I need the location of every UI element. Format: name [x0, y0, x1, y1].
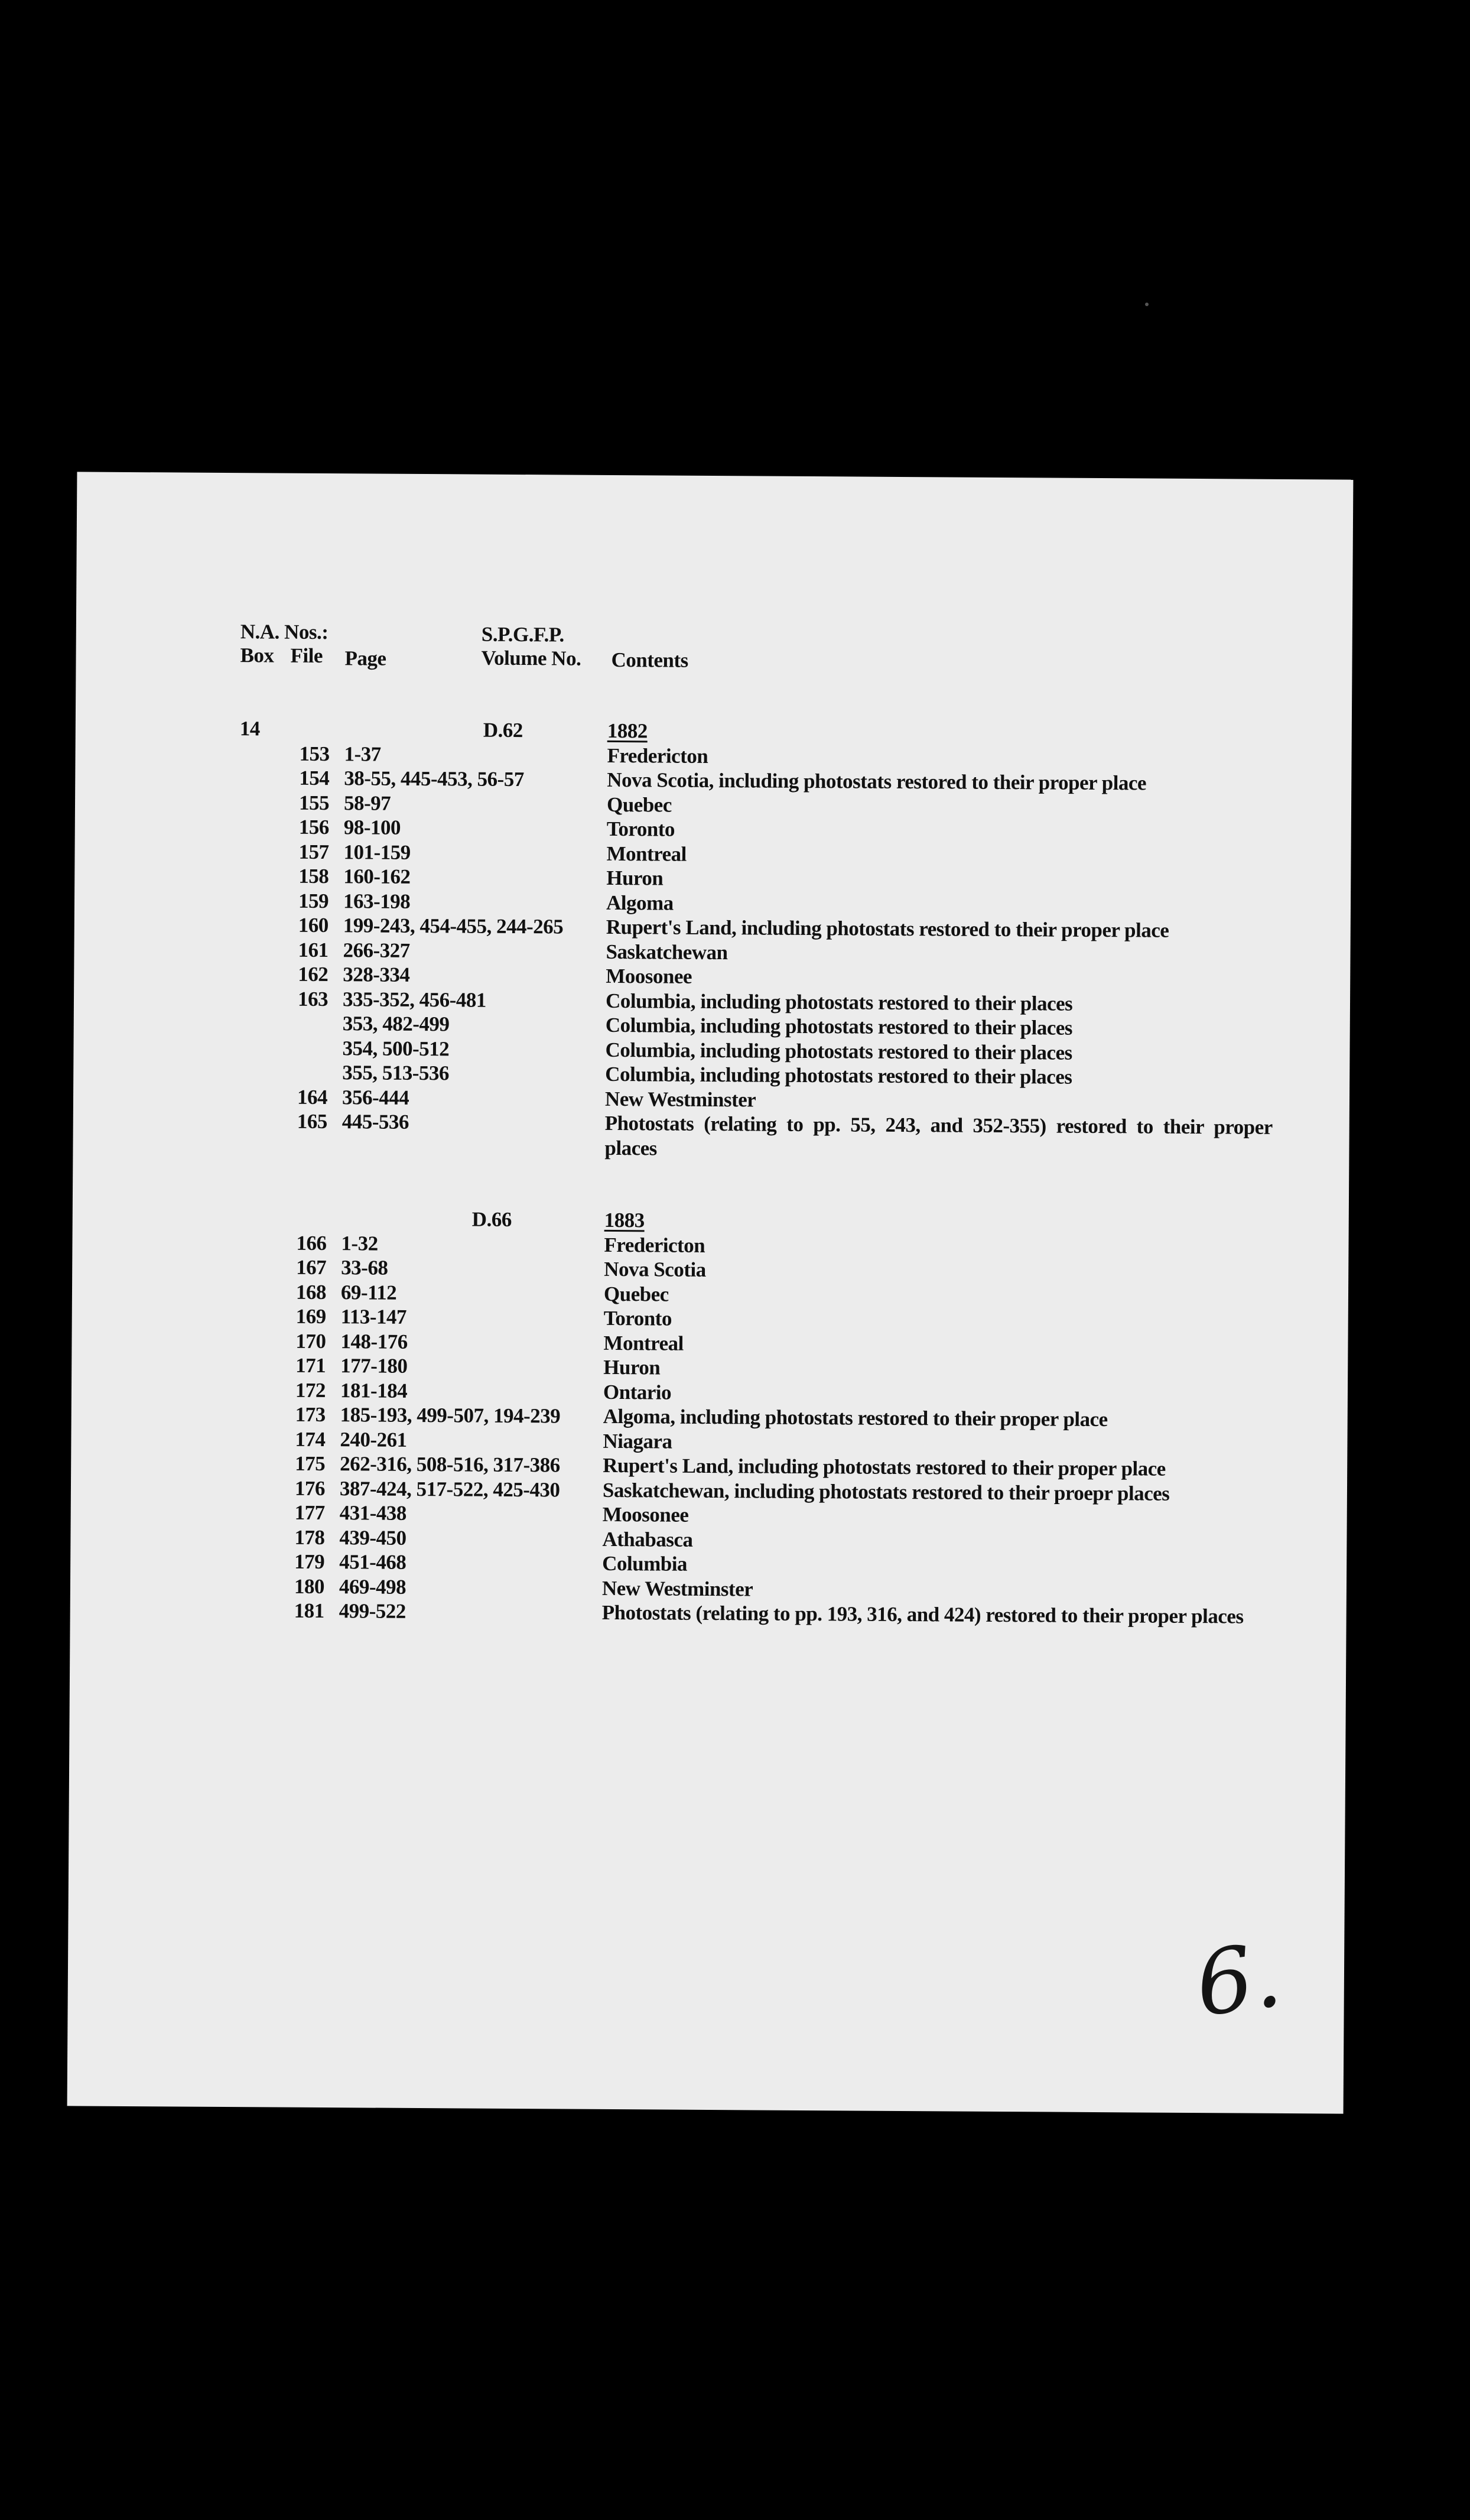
year-heading: 1882: [607, 719, 648, 743]
page-range: 240-261: [340, 1427, 407, 1451]
contents-text: Athabasca: [602, 1527, 693, 1551]
contents-text: Columbia: [602, 1551, 688, 1576]
header-contents: Contents: [611, 648, 688, 672]
file-number: 153: [299, 742, 330, 765]
header-box: Box: [240, 644, 274, 667]
page-range: 163-198: [343, 889, 411, 913]
page-range: 451-468: [339, 1550, 406, 1574]
volume-number: D.66: [471, 1207, 512, 1231]
table-row: [73, 1108, 1349, 1164]
contents-text: Montreal: [606, 842, 687, 866]
file-number: 180: [294, 1574, 325, 1598]
file-number: 167: [296, 1255, 327, 1280]
contents-text: New Westminster: [604, 1087, 756, 1111]
year-heading: 1883: [604, 1208, 645, 1232]
file-number: 179: [294, 1550, 325, 1574]
file-number: 156: [298, 815, 329, 839]
section-1883: [70, 1204, 1349, 1654]
document-content: [67, 472, 1354, 2113]
file-number: 158: [298, 864, 329, 888]
file-number: 160: [298, 913, 329, 937]
contents-text: Columbia, including photostats restored to their places: [605, 1062, 1072, 1089]
page-range: 335-352, 456-481: [342, 987, 486, 1012]
page-range: 387-424, 517-522, 425-430: [339, 1476, 560, 1501]
page-range: 58-97: [343, 791, 391, 815]
page-range: 469-498: [339, 1574, 406, 1599]
contents-text: Saskatchewan, including photostats restored to their proepr places: [602, 1478, 1170, 1505]
page-range: 160-162: [343, 865, 411, 888]
contents-text: Photostats (relating to pp. 55, 243, and 352-355) restored to their proper places: [604, 1111, 1273, 1160]
box-number: 14: [239, 717, 260, 741]
page-range: 445-536: [342, 1110, 409, 1134]
file-number: 169: [295, 1304, 326, 1329]
contents-text: Rupert's Land, including photostats restored to their proper place: [603, 1453, 1166, 1480]
page-range: 98-100: [343, 816, 401, 839]
volume-number: D.62: [483, 718, 523, 742]
contents-text: Algoma, including photostats restored to their proper place: [603, 1404, 1108, 1431]
file-number: 170: [295, 1329, 326, 1353]
page-range: 113-147: [340, 1305, 407, 1329]
file-number: 175: [295, 1451, 326, 1476]
contents-text: Columbia, including photostats restored to their places: [605, 989, 1073, 1015]
contents-text: Fredericton: [604, 1233, 705, 1257]
page-range: 181-184: [340, 1378, 408, 1402]
page-range: 354, 500-512: [342, 1036, 450, 1060]
page-range: 33-68: [341, 1256, 388, 1280]
file-number: 168: [295, 1280, 327, 1304]
page-range: 199-243, 454-455, 244-265: [343, 914, 564, 938]
contents-text: Nova Scotia, including photostats restored to their proper place: [607, 768, 1147, 795]
file-number: 178: [294, 1525, 325, 1549]
header-na-nos: N.A. Nos.:: [240, 620, 329, 644]
file-number: 165: [297, 1109, 327, 1134]
contents-text: Huron: [603, 1355, 661, 1379]
page-range: 499-522: [339, 1599, 406, 1623]
file-number: 172: [295, 1378, 326, 1402]
file-number: 171: [295, 1353, 326, 1378]
file-number: 159: [298, 889, 329, 912]
file-number: 174: [295, 1427, 326, 1451]
file-number: 154: [299, 766, 330, 790]
contents-text: Toronto: [606, 817, 675, 841]
file-number: 157: [298, 840, 329, 863]
contents-text: Moosonee: [606, 964, 692, 988]
page-range: 431-438: [339, 1501, 406, 1525]
file-number: 181: [294, 1599, 324, 1623]
page-range: 266-327: [343, 938, 410, 962]
page-range: 1-32: [341, 1231, 378, 1255]
contents-text: Toronto: [603, 1306, 672, 1330]
contents-text: Quebec: [606, 793, 672, 817]
file-number: 176: [294, 1476, 326, 1500]
page-range: 328-334: [343, 963, 410, 986]
page-range: 353, 482-499: [342, 1012, 450, 1036]
file-number: 164: [297, 1085, 328, 1109]
contents-text: Algoma: [606, 891, 674, 915]
handwritten-page-number: 6.: [1189, 1923, 1287, 2037]
contents-text: Rupert's Land, including photostats restored to their proper place: [606, 915, 1169, 942]
page-range: 1-37: [344, 742, 381, 766]
file-number: 163: [297, 987, 329, 1011]
table-row: [70, 1597, 1346, 1654]
section-1882: [73, 715, 1352, 1164]
contents-text: Columbia, including photostats restored to their places: [605, 1013, 1073, 1040]
contents-text: Ontario: [603, 1380, 672, 1404]
page-range: 148-176: [340, 1329, 408, 1353]
page-range: 356-444: [342, 1085, 409, 1109]
contents-text: Quebec: [603, 1282, 669, 1306]
page-range: 185-193, 499-507, 194-239: [340, 1403, 561, 1428]
page-range: 38-55, 445-453, 56-57: [344, 767, 524, 791]
file-number: 177: [294, 1501, 325, 1525]
page-range: 101-159: [343, 840, 411, 864]
contents-text: Moosonee: [602, 1502, 689, 1527]
header-file: File: [290, 644, 323, 667]
page-range: 355, 513-536: [342, 1061, 450, 1085]
page-range: 177-180: [340, 1354, 408, 1378]
contents-text: Photostats (relating to pp. 193, 316, and 424) restored to their proper places: [601, 1600, 1244, 1628]
contents-text: Columbia, including photostats restored to their places: [605, 1038, 1072, 1064]
contents-text: Huron: [606, 866, 664, 890]
contents-text: New Westminster: [601, 1576, 753, 1600]
header-page: Page: [344, 647, 386, 670]
contents-text: Fredericton: [607, 743, 708, 768]
contents-text: Saskatchewan: [606, 940, 728, 964]
file-number: 155: [298, 791, 330, 814]
contents-text: Nova Scotia: [604, 1257, 706, 1281]
document-page: [67, 472, 1354, 2113]
file-number: 166: [296, 1231, 327, 1255]
contents-text: Montreal: [603, 1331, 684, 1355]
page-range: 439-450: [339, 1525, 406, 1550]
contents-text: Niagara: [603, 1429, 672, 1453]
header-volume-no: Volume No.: [481, 646, 581, 670]
header-spgfp: S.P.G.F.P.: [481, 622, 564, 647]
page-range: 69-112: [340, 1280, 397, 1304]
file-number: 162: [298, 962, 329, 986]
speck: [1145, 303, 1149, 306]
file-number: 161: [298, 938, 329, 962]
page-range: 262-316, 508-516, 317-386: [340, 1452, 560, 1477]
file-number: 173: [295, 1402, 326, 1427]
